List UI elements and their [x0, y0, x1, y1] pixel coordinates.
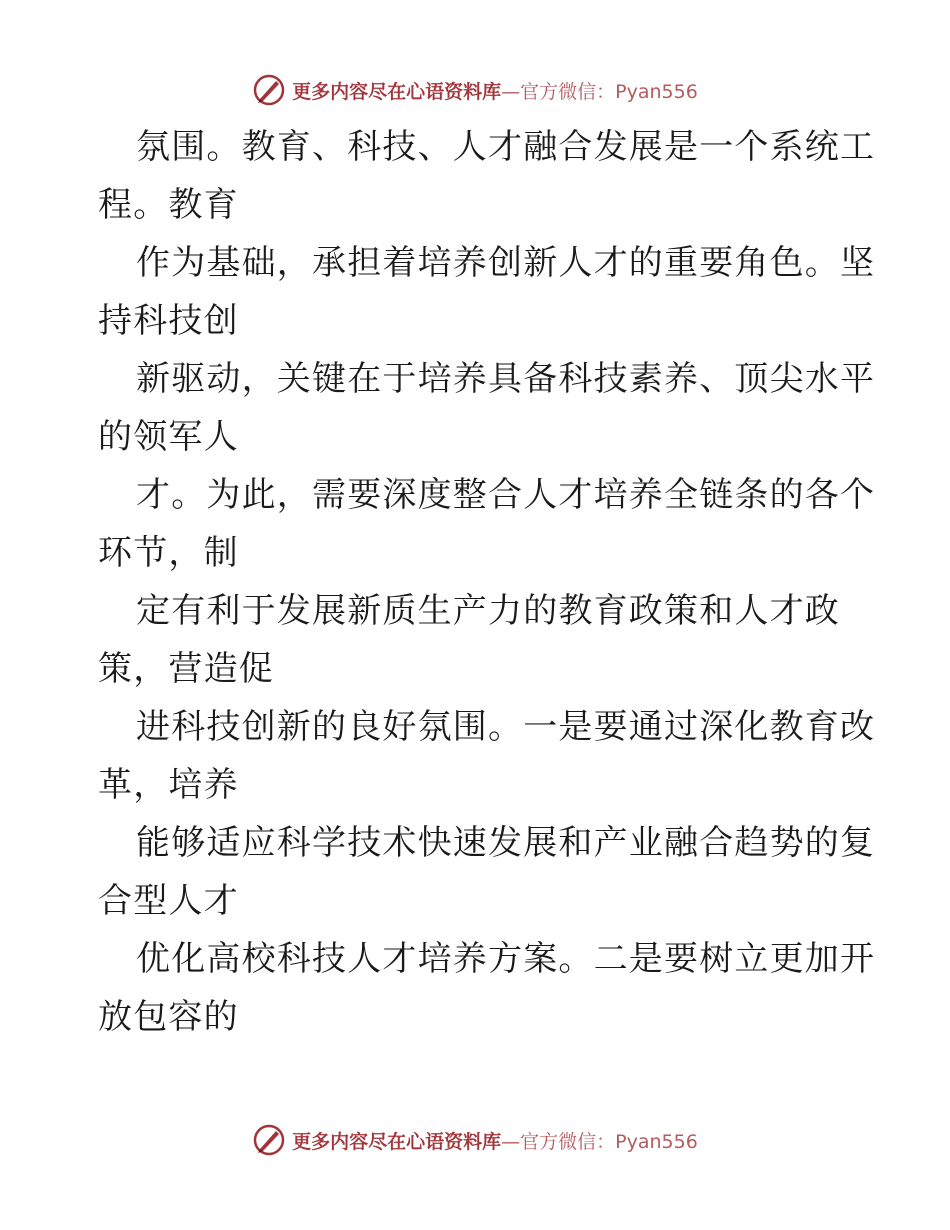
document-body — [98, 118, 876, 1046]
footer-text — [292, 1127, 698, 1154]
footer-banner — [0, 1120, 950, 1160]
paragraph-line: 进科技创新的良好氛围。一是要通过深化教育改 — [136, 707, 876, 747]
header-text — [292, 77, 698, 104]
header-contact-text: —官方微信：Pyan556 — [501, 80, 698, 103]
pen-logo-icon — [252, 73, 286, 107]
header-main-text: 更多内容尽在心语资料库 — [292, 80, 502, 103]
paragraph-line: 定有利于发展新质生产力的教育政策和人才政 — [136, 591, 840, 631]
paragraph-line: 能够适应科学技术快速发展和产业融合趋势的复 — [136, 823, 876, 863]
paragraph-line: 放包容的 — [98, 997, 239, 1037]
paragraph — [98, 466, 876, 582]
paragraph-line: 程。教育 — [98, 185, 239, 225]
paragraph-line: 策，营造促 — [98, 649, 274, 689]
paragraph-line: 合型人才 — [98, 881, 239, 921]
footer-main-text: 更多内容尽在心语资料库 — [292, 1130, 502, 1153]
pen-logo-icon — [252, 1123, 286, 1157]
footer-contact-text: —官方微信：Pyan556 — [501, 1130, 698, 1153]
paragraph-line: 革，培养 — [98, 765, 239, 805]
paragraph — [98, 582, 858, 698]
paragraph-line: 优化高校科技人才培养方案。二是要树立更加开 — [136, 939, 876, 979]
paragraph-line: 作为基础，承担着培养创新人才的重要角色。坚 — [136, 243, 876, 283]
paragraph — [98, 350, 876, 466]
paragraph-line: 氛围。教育、科技、人才融合发展是一个系统工 — [136, 127, 876, 167]
paragraph-line: 持科技创 — [98, 301, 239, 341]
paragraph-line: 的领军人 — [98, 417, 239, 457]
paragraph — [98, 930, 876, 1046]
paragraph — [98, 118, 876, 234]
paragraph-line: 新驱动，关键在于培养具备科技素养、顶尖水平 — [136, 359, 876, 399]
paragraph — [98, 698, 876, 814]
paragraph — [98, 234, 876, 350]
paragraph-line: 环节，制 — [98, 533, 239, 573]
paragraph — [98, 814, 876, 930]
header-banner — [0, 70, 950, 110]
paragraph-line: 才。为此，需要深度整合人才培养全链条的各个 — [136, 475, 876, 515]
